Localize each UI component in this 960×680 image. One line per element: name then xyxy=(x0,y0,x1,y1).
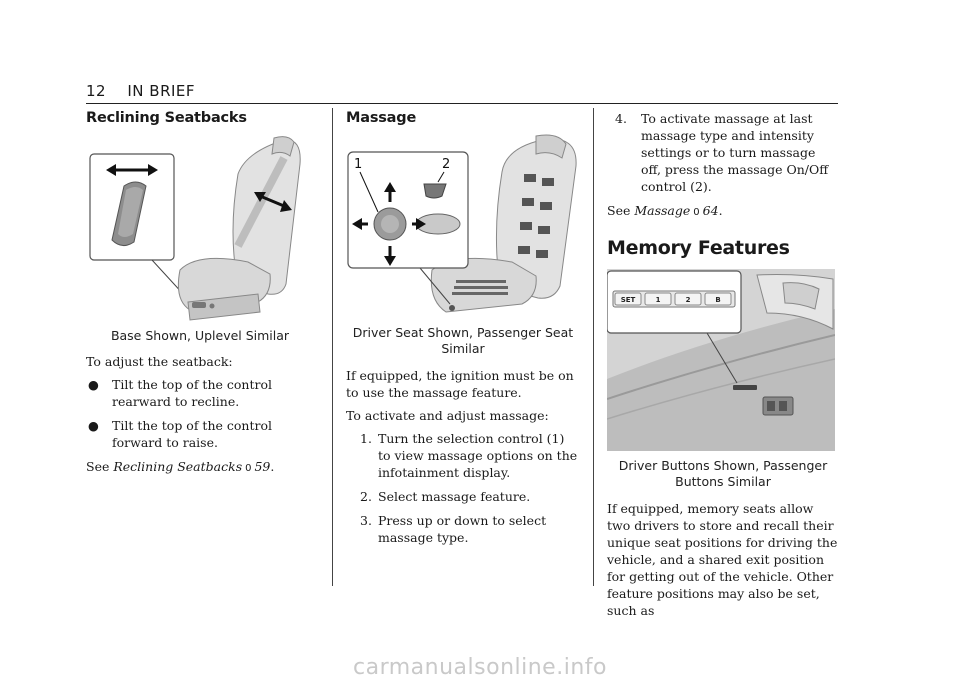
callout-2: 2 xyxy=(442,157,451,172)
caption-reclining: Base Shown, Uplevel Similar xyxy=(110,328,290,343)
list-item: 4. To activate massage at last massage type and intensity settings or to turn massage off, press the massage On/Off control (2). xyxy=(615,111,829,194)
memory-exit-button-label: B xyxy=(715,296,721,304)
bullet-dot-icon: ● xyxy=(88,377,99,392)
column-divider-2 xyxy=(593,108,594,586)
memory-buttons-illustration xyxy=(607,269,835,451)
list-item: 2. Select massage feature. xyxy=(360,489,531,504)
see-reference: See Massage 0 64. xyxy=(607,203,723,218)
bullet-dot-icon: ● xyxy=(88,418,99,433)
list-item: 1. Turn the selection control (1) to view massage options on the infotainment display. xyxy=(360,431,578,480)
heading-reclining-seatbacks: Reclining Seatbacks xyxy=(86,110,247,126)
memory-set-button-label: SET xyxy=(620,296,636,304)
caption-memory: Driver Buttons Shown, Passenger Buttons Similar xyxy=(618,458,828,489)
caption-massage: Driver Seat Shown, Passenger Seat Similar xyxy=(352,325,574,356)
page-ref-icon: 0 xyxy=(245,463,252,474)
see-link-reclining[interactable]: Reclining Seatbacks xyxy=(113,459,243,474)
page-number: 12 xyxy=(86,82,107,100)
see-reference: See Reclining Seatbacks 0 59. xyxy=(86,459,275,474)
watermark-footer: carmanualsonline.info xyxy=(353,655,607,680)
page-header xyxy=(86,82,195,100)
page-ref-number[interactable]: 64 xyxy=(702,203,719,218)
page-ref-icon: 0 xyxy=(693,207,700,218)
memory-para: If equipped, memory seats allow two drivers to store and recall their unique seat positions for driving the vehicle, and a shared exit position for getting out of the vehicle. Other feature positions may also be set, such as xyxy=(607,501,838,618)
massage-seat-illustration xyxy=(346,132,578,320)
reclining-seat-illustration xyxy=(88,134,306,324)
column-memory xyxy=(607,110,839,619)
bullet-item: ● Tilt the top of the control rearward to recline. xyxy=(88,377,272,409)
column-massage xyxy=(346,108,580,546)
bullet-item: ● Tilt the top of the control forward to raise. xyxy=(88,418,272,450)
massage-para-2: To activate and adjust massage: xyxy=(346,408,549,423)
header-rule xyxy=(86,103,838,104)
list-item: 3. Press up or down to select massage type. xyxy=(360,513,547,545)
page-ref-number[interactable]: 59 xyxy=(254,459,271,474)
heading-memory-features: Memory Features xyxy=(607,237,790,259)
memory-2-button-label: 2 xyxy=(685,296,691,304)
callout-1: 1 xyxy=(354,157,363,172)
massage-para-1: If equipped, the ignition must be on to use the massage feature. xyxy=(346,368,574,400)
column-divider-1 xyxy=(332,108,333,586)
see-link-massage[interactable]: Massage xyxy=(634,203,691,218)
heading-massage: Massage xyxy=(346,110,417,126)
column-reclining xyxy=(86,108,318,477)
section-title: IN BRIEF xyxy=(127,82,196,100)
reclining-intro: To adjust the seatback: xyxy=(86,354,233,369)
memory-1-button-label: 1 xyxy=(655,296,661,304)
